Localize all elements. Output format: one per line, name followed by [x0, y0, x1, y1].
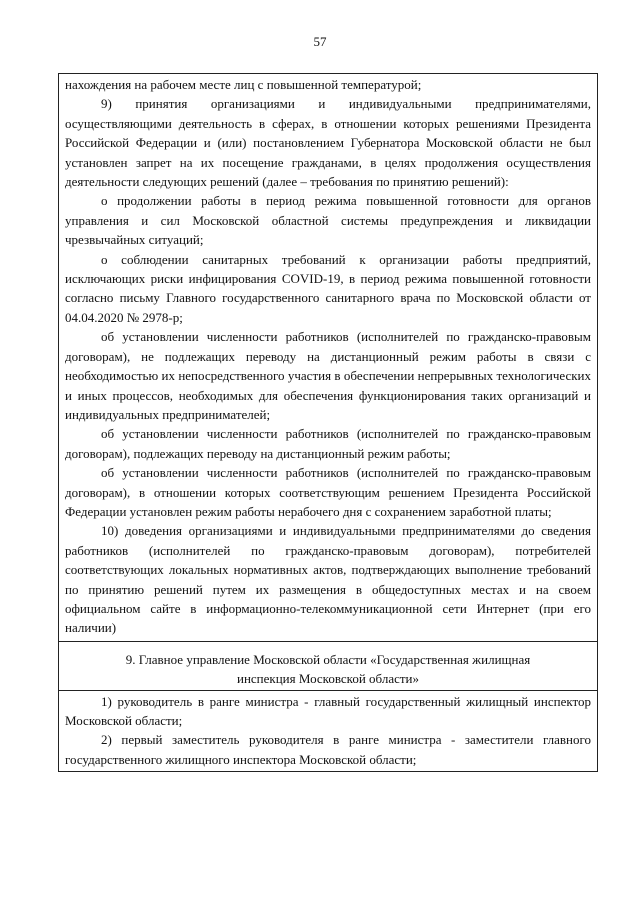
paragraph: 1) руководитель в ранге министра - главный государственный жилищный инспектор Московской области; [65, 693, 591, 728]
paragraph: об установлении численности работников (исполнителей по гражданско-правовым договорам), не подлежащих переводу на дистанционный режим работы в связи с необходимостью их непосредственного участия в обеспечении непрерывных технологических и иных процессов, необходимых для обеспечения функционирования таких организаций и индивидуальных предпринимателей; [65, 329, 591, 422]
positions-cell [59, 691, 597, 773]
paragraph: нахождения на рабочем месте лиц с повышенной температурой; [65, 77, 422, 92]
paragraph: о продолжении работы в период режима повышенной готовности для органов управления и сил Московской областной системы предупреждения и ликвидации чрезвычайных ситуаций; [65, 193, 591, 248]
paragraph: о соблюдении санитарных требований к организации работы предприятий, исключающих риски инфицирования COVID-19, в период режима повышенной готовности согласно письму Главного государственного санитарного врача по Московской области от 04.04.2020 № 2978-р; [65, 251, 591, 325]
measures-cell [59, 74, 597, 642]
paragraph: 10) доведения организациями и индивидуальными предпринимателями до сведения работников (исполнителей по гражданско-правовым договорам), потребителей соответствующих локальных нормативных актов, подтверждающих выполнение требований по принятию решений путем их размещения в общедоступных местах и на своем официальном сайте в информационно-телекоммуникационной сети Интернет (при его наличии) [65, 523, 591, 636]
section-heading [59, 642, 597, 691]
paragraph: 9) принятия организациями и индивидуальными предпринимателями, осуществляющими деятельность в сферах, в отношении которых решениями Президента Российской Федерации и (или) постановлением Губернатора Московской области не был установлен запрет на их посещение гражданами, в целях продолжения осуществления деятельности следующих решений (далее – требования по принятию решений): [65, 96, 591, 190]
paragraph: об установлении численности работников (исполнителей по гражданско-правовым договорам), в отношении которых соответствующим решением Президента Российской Федерации установлен режим работы нерабочего дня с сохранением заработной платы; [65, 465, 591, 519]
section-heading-line: инспекция Московской области» [236, 671, 419, 687]
section-heading-line: 9. Главное управление Московской области «Государственная жилищная [125, 651, 531, 667]
paragraph: 2) первый заместитель руководителя в ранге министра - заместители главного государственного жилищного инспектора Московской области; [65, 732, 591, 767]
paragraph: об установлении численности работников (исполнителей по гражданско-правовым договорам), подлежащих переводу на дистанционный режим работы; [65, 426, 591, 461]
page-number: 57 [313, 34, 327, 49]
document-table [58, 73, 598, 772]
